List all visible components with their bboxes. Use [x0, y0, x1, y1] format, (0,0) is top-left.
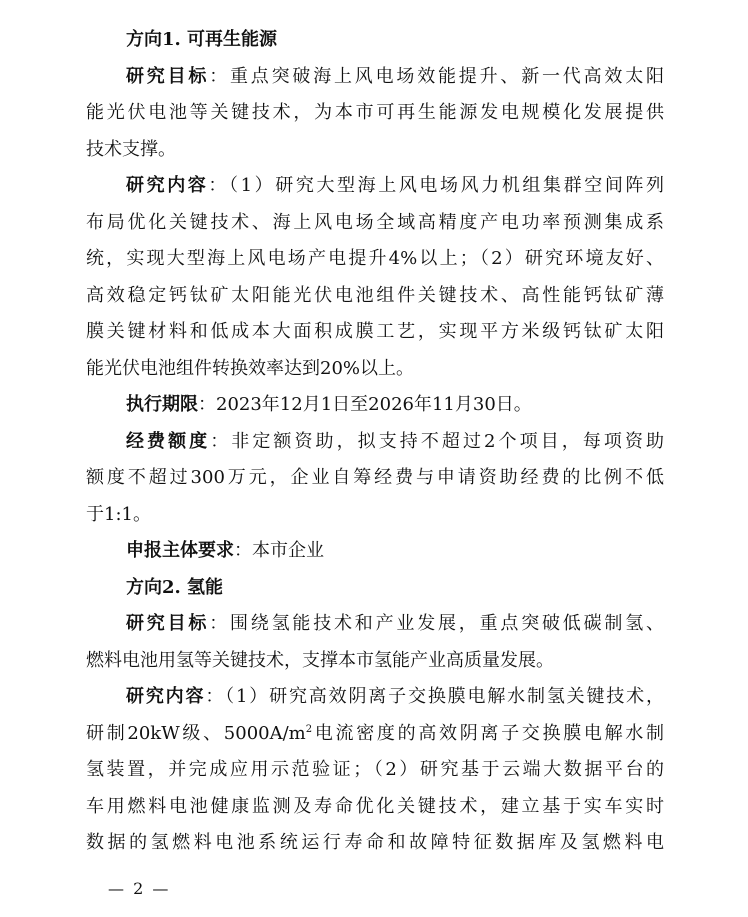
research-goal-label: 研究目标	[126, 65, 210, 87]
funding-line-1	[86, 424, 664, 461]
funding-line-3: 于1:1。	[86, 503, 151, 525]
research-content-label: 研究内容	[126, 175, 209, 196]
h2-research-content-line-1	[86, 679, 664, 716]
research-content-text: ：（1）研究大型海上风电场风力机组集群空间阵列	[208, 175, 665, 196]
funding-label: 经费额度	[126, 430, 211, 452]
applicant-requirement-line	[86, 533, 664, 570]
superscript-2: 2	[305, 723, 313, 735]
h2-research-goal-line-2: 燃料电池用氢等关键技术，支撑本市氢能产业高质量发展。	[86, 649, 554, 671]
h2-research-content-line-4: 车用燃料电池健康监测及寿命优化关键技术，建立基于实车实时	[86, 795, 664, 817]
h2-research-content-label: 研究内容	[126, 686, 206, 707]
research-content-line-6: 能光伏电池组件转换效率达到20%以上。	[86, 357, 415, 379]
research-content-line-4: 高效稳定钙钛矿太阳能光伏电池组件关键技术、高性能钙钛矿薄	[86, 284, 664, 306]
h2-content-line-2-part-a: 研制20kW级、5000A/m	[86, 722, 306, 744]
applicant-requirement-text: ：本市企业	[234, 540, 324, 561]
h2-content-line-2-part-b: 电流密度的高效阴离子交换膜电解水制	[312, 722, 664, 744]
funding-line-2: 额度不超过300万元，企业自筹经费与申请资助经费的比例不低	[86, 467, 664, 488]
document-body	[86, 22, 664, 862]
h2-research-goal-label: 研究目标	[126, 613, 210, 634]
research-content-line-1	[86, 168, 664, 205]
section-heading-renewable-energy: 方向1. 可再生能源	[126, 29, 278, 50]
h2-research-content-line-5: 数据的氢燃料电池系统运行寿命和故障特征数据库及氢燃料电	[86, 832, 664, 853]
research-content-line-2: 布局优化关键技术、海上风电场全域高精度产电功率预测集成系	[86, 211, 664, 233]
execution-period-text: ：2023年12月1日至2026年11月30日。	[198, 394, 532, 415]
research-content-line-5: 膜关键材料和低成本大面积成膜工艺，实现平方米级钙钛矿太阳	[86, 321, 664, 342]
h2-research-goal-line-1	[86, 606, 664, 643]
funding-text: ：非定额资助，拟支持不超过2个项目，每项资助	[210, 430, 664, 452]
h2-research-content-text: ：（1）研究高效阴离子交换膜电解水制氢关键技术，	[205, 686, 665, 707]
h2-research-content-line-2	[86, 716, 664, 753]
page-number: — 2 —	[108, 879, 171, 898]
h2-research-goal-text: ：围绕氢能技术和产业发展，重点突破低碳制氢、	[209, 613, 665, 634]
execution-period-line	[86, 387, 664, 424]
research-goal-line-2: 能光伏电池等关键技术，为本市可再生能源发电规模化发展提供	[86, 102, 664, 123]
section-heading-hydrogen: 方向2. 氢能	[126, 576, 224, 598]
research-goal-line-3: 技术支撑。	[86, 138, 176, 160]
h2-research-content-line-3: 氢装置，并完成应用示范验证；（2）研究基于云端大数据平台的	[86, 759, 664, 780]
research-goal-text: ：重点突破海上风电场效能提升、新一代高效太阳	[209, 65, 665, 87]
research-goal-line-1	[86, 59, 664, 96]
execution-period-label: 执行期限	[126, 394, 198, 415]
applicant-requirement-label: 申报主体要求	[126, 540, 234, 561]
research-content-line-3: 统，实现大型海上风电场产电提升4%以上；（2）研究环境友好、	[86, 248, 664, 269]
